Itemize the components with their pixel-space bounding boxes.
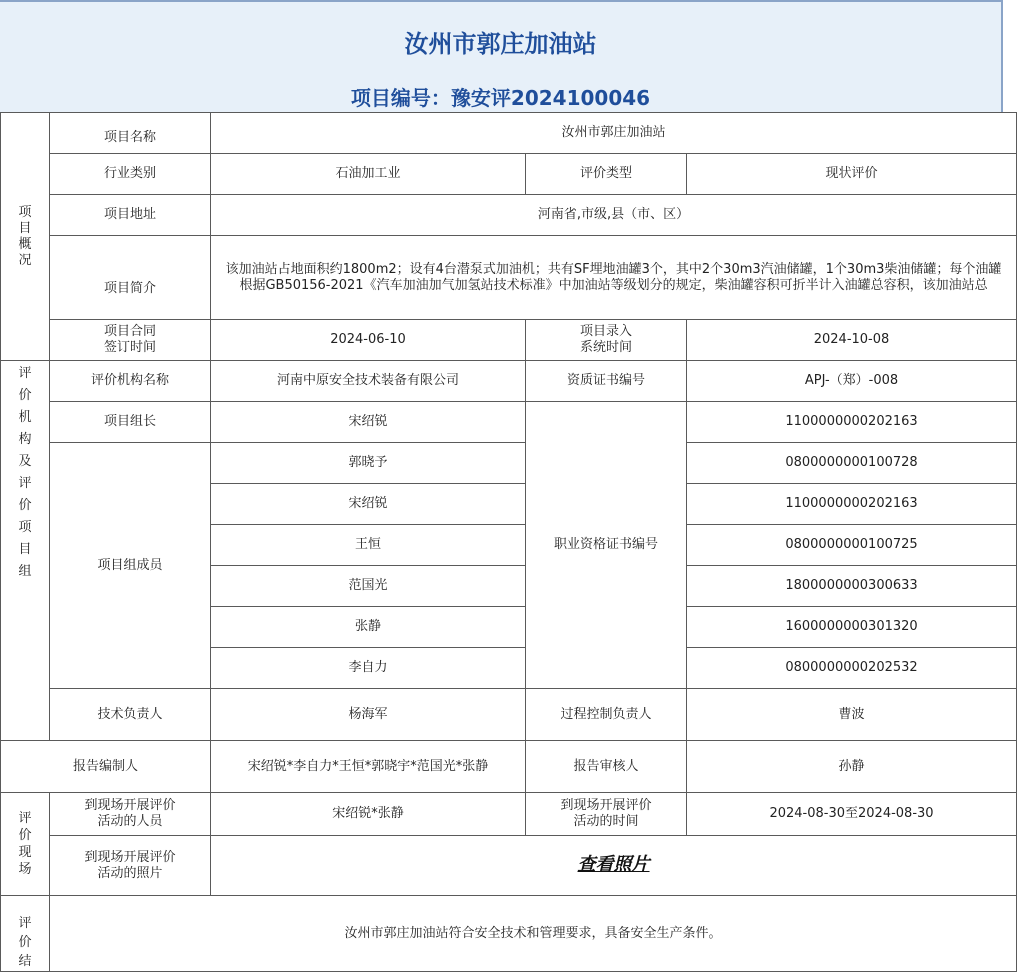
eval-type-label: 评价类型 xyxy=(526,154,687,195)
contract-time-label: 项目合同 签订时间 xyxy=(50,320,211,361)
site-time-value: 2024-08-30至2024-08-30 xyxy=(687,793,1017,836)
project-number: 项目编号：豫安评2024100046 xyxy=(350,86,651,110)
member-cert: 0800000000202532 xyxy=(687,648,1017,689)
section-overview-label: 项 目 概 况 xyxy=(1,113,50,361)
report-author-label: 报告编制人 xyxy=(1,741,211,793)
project-info-table xyxy=(0,112,1017,972)
industry-value: 石油加工业 xyxy=(211,154,526,195)
member-name: 李自力 xyxy=(211,648,526,689)
qual-cert-label: 职业资格证书编号 xyxy=(526,402,687,689)
project-name-label: 项目名称 xyxy=(50,113,211,154)
org-name-value: 河南中原安全技术装备有限公司 xyxy=(211,361,526,402)
member-cert: 0800000000100728 xyxy=(687,443,1017,484)
org-name-label: 评价机构名称 xyxy=(50,361,211,402)
site-photo-cell xyxy=(211,836,1017,896)
page-header xyxy=(0,0,1003,112)
cert-no-value: APJ-（郑）-008 xyxy=(687,361,1017,402)
address-value: 河南省,市级,县（市、区） xyxy=(211,195,1017,236)
intro-line-2: 根据GB50156-2021《汽车加油加气加氢站技术标准》中加油站等级划分的规定，柴油罐容积可折半计入油罐总容积，该加油站总 xyxy=(239,277,988,293)
members-label: 项目组成员 xyxy=(50,443,211,689)
entry-time-label: 项目录入 系统时间 xyxy=(526,320,687,361)
member-cert: 1600000000301320 xyxy=(687,607,1017,648)
site-time-label: 到现场开展评价 活动的时间 xyxy=(526,793,687,836)
site-people-label: 到现场开展评价 活动的人员 xyxy=(50,793,211,836)
member-cert: 0800000000100725 xyxy=(687,525,1017,566)
cert-no-label: 资质证书编号 xyxy=(526,361,687,402)
member-cert: 1800000000300633 xyxy=(687,566,1017,607)
member-name: 宋绍锐 xyxy=(211,484,526,525)
conclusion-text: 汝州市郭庄加油站符合安全技术和管理要求，具备安全生产条件。 xyxy=(50,896,1017,972)
section-agency-label: 评 价 机 构 及 评 价 项 目 组 xyxy=(1,361,50,741)
member-cert: 1100000000202163 xyxy=(687,484,1017,525)
tech-lead-value: 杨海军 xyxy=(211,689,526,741)
member-name: 王恒 xyxy=(211,525,526,566)
project-name-value: 汝州市郭庄加油站 xyxy=(211,113,1017,154)
report-author-value: 宋绍锐*李自力*王恒*郭晓宇*范国光*张静 xyxy=(211,741,526,793)
process-lead-label: 过程控制负责人 xyxy=(526,689,687,741)
industry-label: 行业类别 xyxy=(50,154,211,195)
view-photos-link[interactable]: 查看照片 xyxy=(577,853,650,875)
entry-time-value: 2024-10-08 xyxy=(687,320,1017,361)
report-reviewer-label: 报告审核人 xyxy=(526,741,687,793)
leader-cert: 1100000000202163 xyxy=(687,402,1017,443)
page-title: 汝州市郭庄加油站 xyxy=(404,30,597,58)
leader-name: 宋绍锐 xyxy=(211,402,526,443)
contract-time-value: 2024-06-10 xyxy=(211,320,526,361)
report-reviewer-value: 孙静 xyxy=(687,741,1017,793)
eval-type-value: 现状评价 xyxy=(687,154,1017,195)
tech-lead-label: 技术负责人 xyxy=(50,689,211,741)
process-lead-value: 曹波 xyxy=(687,689,1017,741)
intro-label: 项目简介 xyxy=(50,236,211,320)
site-photo-label: 到现场开展评价 活动的照片 xyxy=(50,836,211,896)
intro-line-1: 该加油站占地面积约1800m2；设有4台潜泵式加油机；共有SF埋地油罐3个，其中2个30m3汽油储罐，1个30m3柴油储罐；每个油罐 xyxy=(225,261,1002,277)
leader-label: 项目组长 xyxy=(50,402,211,443)
address-label: 项目地址 xyxy=(50,195,211,236)
section-conclusion-label: 评 价 结 xyxy=(1,896,50,972)
member-name: 郭晓予 xyxy=(211,443,526,484)
member-name: 张静 xyxy=(211,607,526,648)
site-people-value: 宋绍锐*张静 xyxy=(211,793,526,836)
section-site-label: 评 价 现 场 xyxy=(1,793,50,896)
intro-value xyxy=(211,236,1017,320)
member-name: 范国光 xyxy=(211,566,526,607)
